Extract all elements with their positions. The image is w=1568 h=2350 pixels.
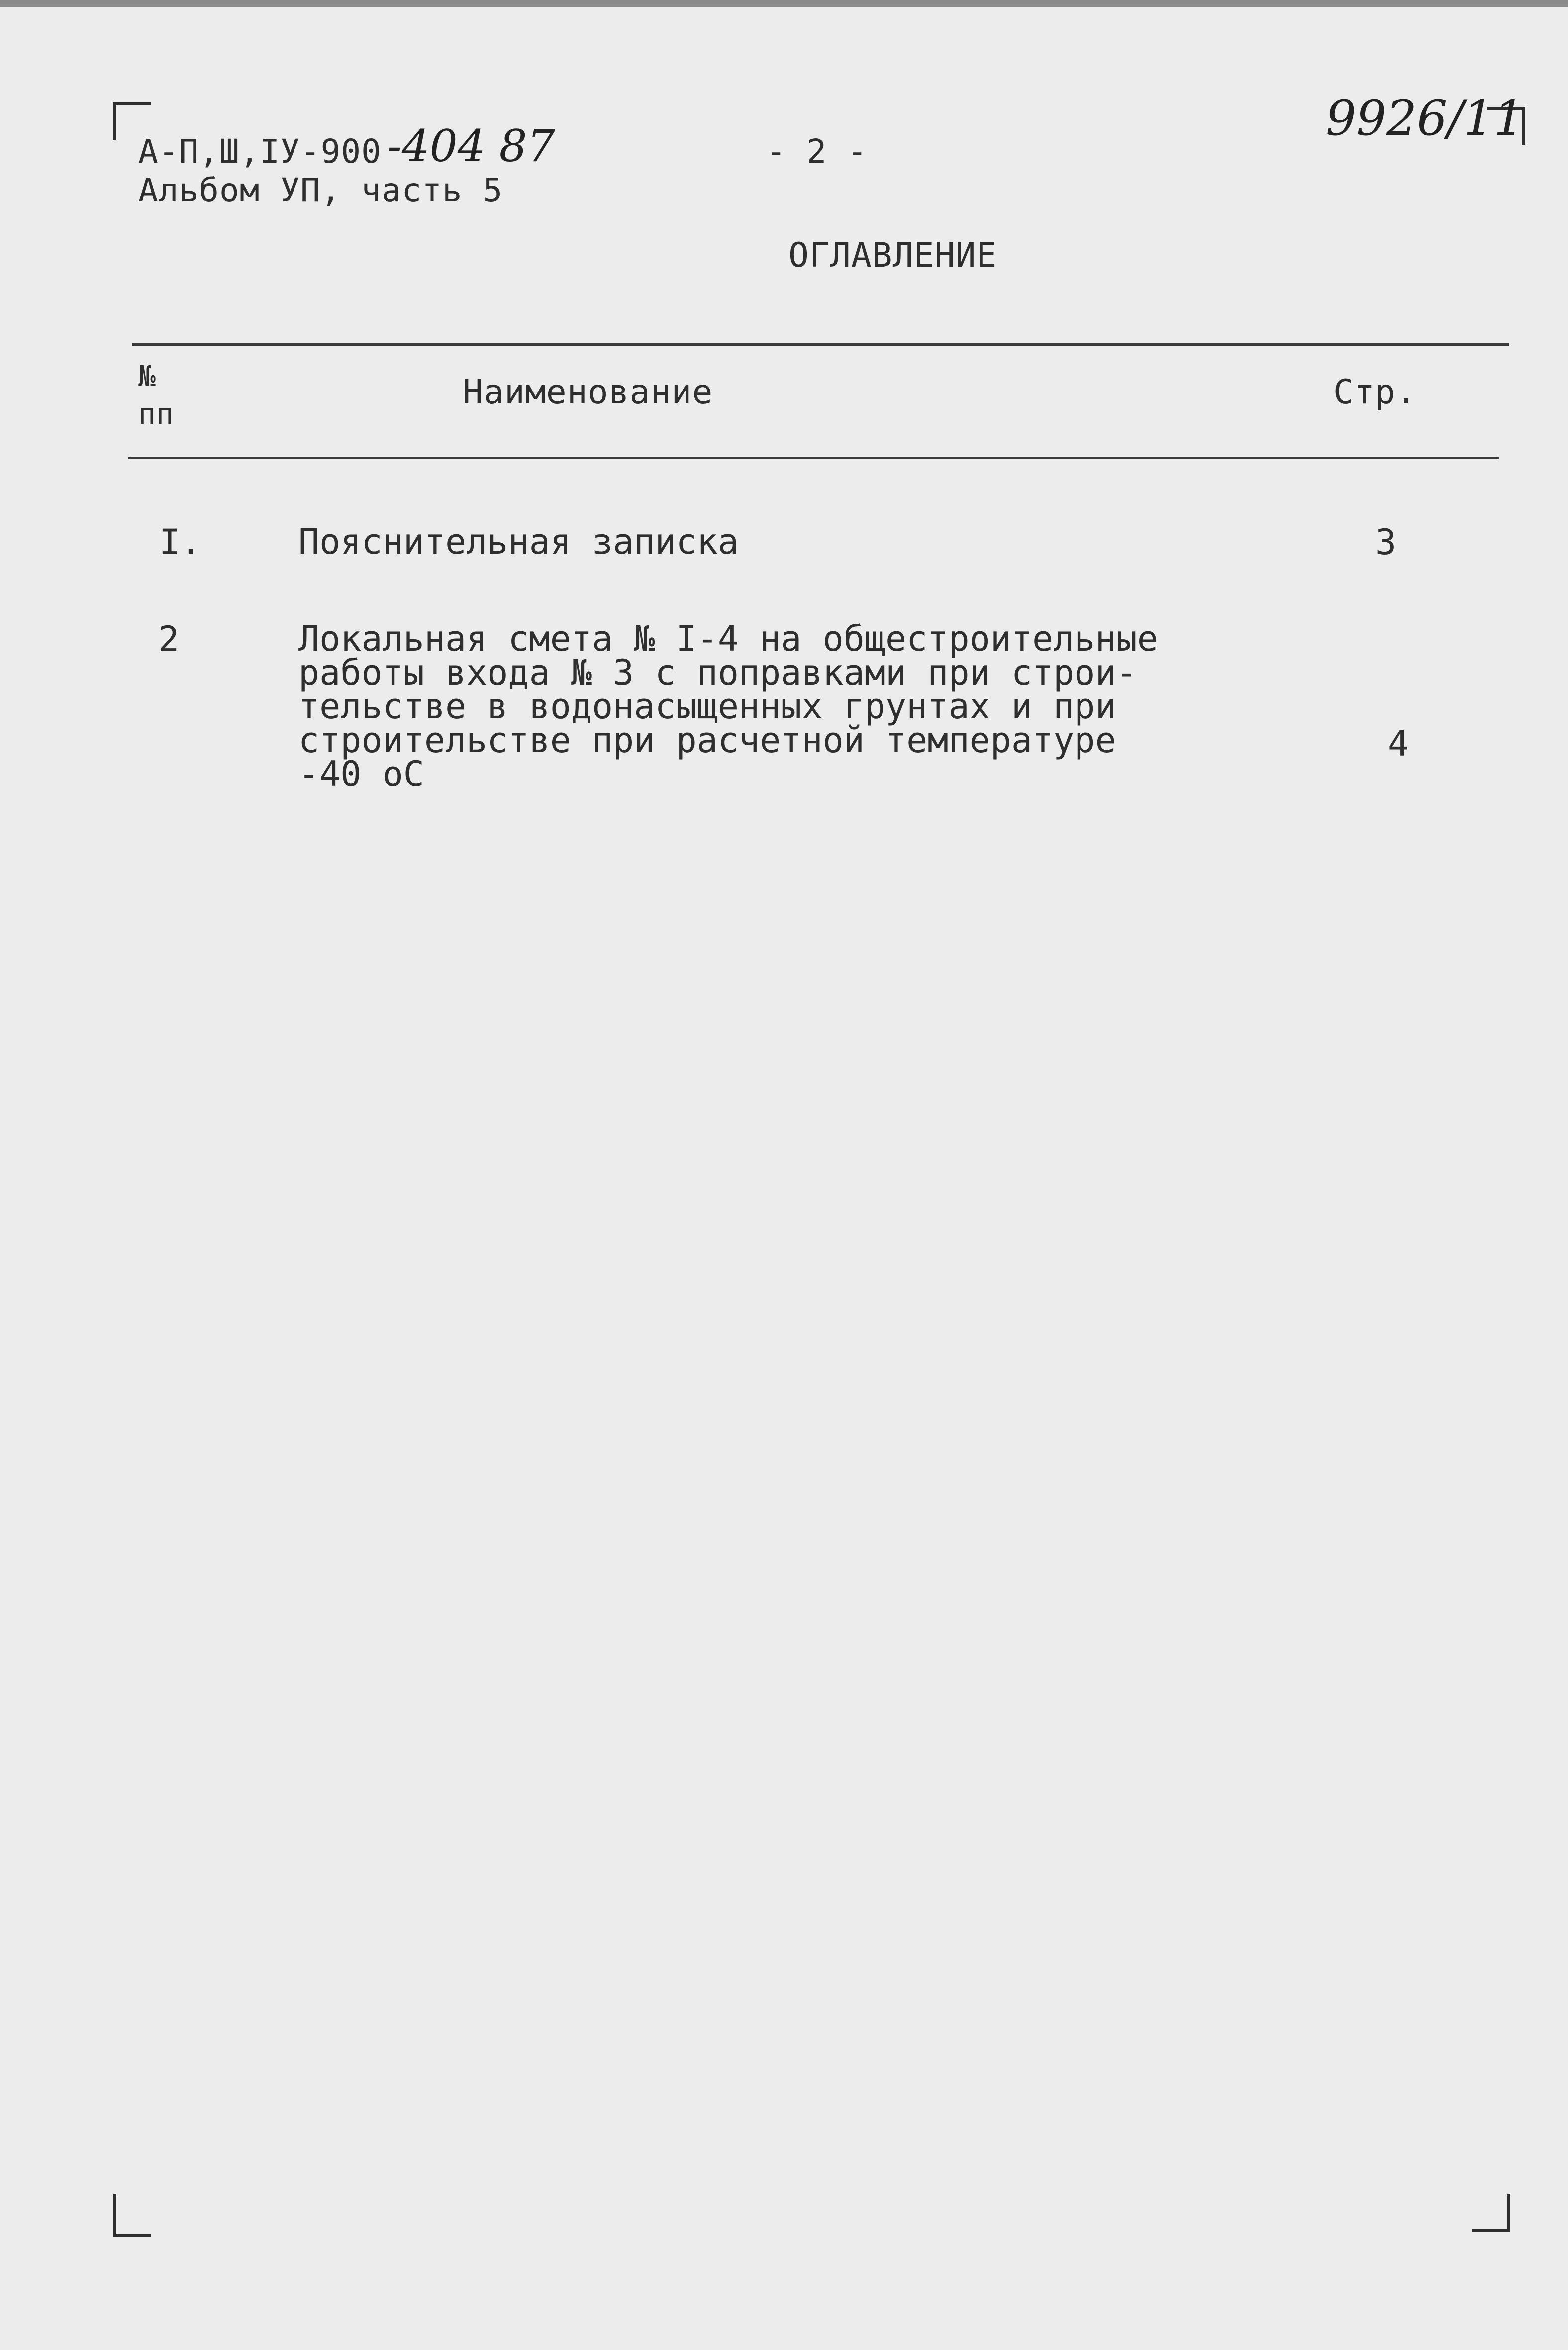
toc-row-2-page: 4: [1388, 723, 1409, 764]
scan-top-edge: [0, 0, 1568, 7]
column-header-name: Наименование: [463, 373, 713, 412]
table-top-rule: [132, 343, 1509, 346]
project-designation: А-П,Ш,IУ-900: [138, 132, 382, 171]
page-number: - 2 -: [766, 132, 868, 171]
toc-row-1-name: Пояснительная записка: [298, 521, 739, 562]
page-title: ОГЛАВЛЕНИЕ: [788, 236, 997, 275]
toc-row-2-number: 2: [158, 619, 180, 660]
archive-number: 9926/11: [1326, 91, 1524, 146]
table-header-rule: [128, 457, 1499, 459]
album-line: Альбом УП, часть 5: [138, 171, 503, 209]
corner-mark-bottom-left: [113, 2194, 151, 2237]
toc-row-1-page: 3: [1375, 522, 1397, 563]
handwritten-designation-suffix: -404 87: [387, 120, 555, 172]
toc-row-2-name: Локальная смета № I-4 на общестроительные работы входа № 3 с поправками при строи- тельстве в водонасыщенных грунтах и при строительстве при расчетной температуре -40 оС: [298, 618, 1158, 794]
corner-mark-bottom-right: [1472, 2194, 1510, 2232]
toc-row-1-number: I.: [159, 522, 201, 563]
column-header-number: № пп: [138, 359, 174, 431]
column-header-page: Стр.: [1333, 373, 1417, 412]
